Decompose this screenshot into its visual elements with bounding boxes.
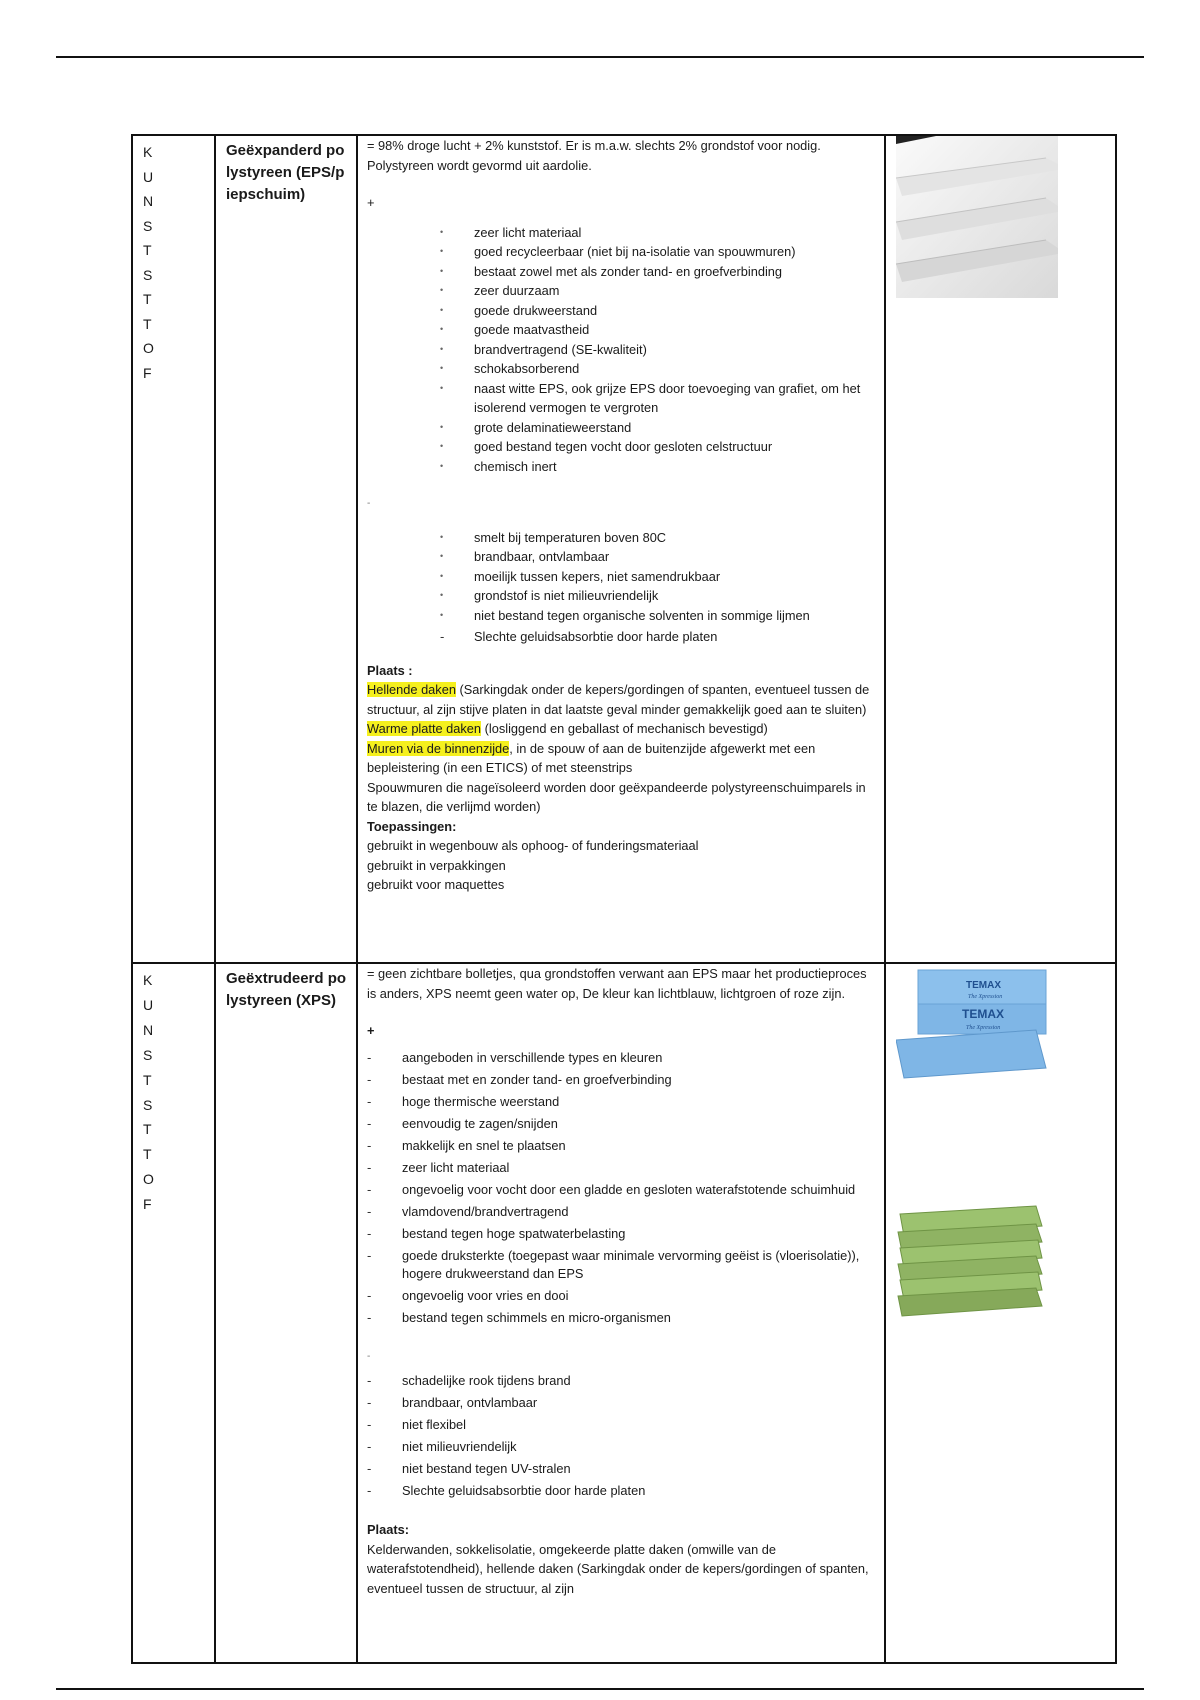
image-cell bbox=[885, 135, 1116, 963]
eps-boards-image bbox=[896, 136, 1058, 298]
highlight: Warme platte daken bbox=[367, 721, 482, 736]
material-name-cell bbox=[215, 963, 357, 1663]
highlight: Muren via de binnenzijde bbox=[367, 740, 510, 756]
footer-rule bbox=[56, 1688, 1144, 1690]
intro-text: = 98% droge lucht + 2% kunststof. Er is m.a.w. slechts 2% grondstof voor nodig. Polystyreen wordt gevormd uit aardolie. bbox=[367, 138, 821, 173]
material-name: Geëxpanderd polystyreen (EPS/piepschuim) bbox=[226, 142, 345, 203]
list-item: - hoge thermische weerstand bbox=[402, 1091, 876, 1113]
list-item: - aangeboden in verschillende types en kleuren bbox=[402, 1047, 876, 1069]
list-item: • niet bestand tegen organische solventen in sommige lijmen bbox=[474, 606, 876, 626]
list-item: - brandbaar, ontvlambaar bbox=[402, 1392, 876, 1414]
list-item: - schadelijke rook tijdens brand bbox=[402, 1370, 876, 1392]
list-item: - bestaat met en zonder tand- en groefverbinding bbox=[402, 1069, 876, 1091]
brand-sublabel: The Xpression bbox=[966, 1025, 1001, 1031]
category-cell bbox=[132, 135, 215, 963]
disadvantages-sign: - bbox=[367, 498, 371, 509]
xps-green-boards-image bbox=[896, 1192, 1046, 1318]
list-item: - ongevoelig voor vries en dooi bbox=[402, 1285, 876, 1307]
list-item: - Slechte geluidsabsorbtie door harde platen bbox=[402, 1480, 876, 1502]
category-letters: K U N S T S T T O F bbox=[143, 144, 154, 381]
list-item: • bestaat zowel met als zonder tand- en groefverbinding bbox=[474, 262, 876, 282]
list-item: • smelt bij temperaturen boven 80C bbox=[474, 528, 876, 548]
category-cell bbox=[132, 963, 215, 1663]
header-rule bbox=[56, 56, 1144, 58]
intro-text: = geen zichtbare bolletjes, qua grondstoffen verwant aan EPS maar het productieproces is anders, XPS neemt geen water op, De kleur kan lichtblauw, lichtgroen of roze zijn. bbox=[367, 966, 867, 1001]
list-item: • zeer licht materiaal bbox=[474, 223, 876, 243]
list-item: • grote delaminatieweerstand bbox=[474, 418, 876, 438]
place-text: Spouwmuren die nageïsoleerd worden door geëxpandeerde polystyreenschuimparels in te blazen, die verlijmd worden) bbox=[367, 779, 866, 814]
list-item: • goed recycleerbaar (niet bij na-isolatie van spouwmuren) bbox=[474, 242, 876, 262]
list-item: - Slechte geluidsabsorbtie door harde platen bbox=[474, 627, 876, 647]
disadvantages-sign: - bbox=[367, 1350, 371, 1362]
brand-label: TEMAX bbox=[966, 980, 1001, 991]
list-item: - niet bestand tegen UV-stralen bbox=[402, 1458, 876, 1480]
list-item: - bestand tegen hoge spatwaterbelasting bbox=[402, 1223, 876, 1245]
description-cell bbox=[357, 963, 885, 1663]
disadvantages-list bbox=[367, 528, 876, 647]
list-item: • moeilijk tussen kepers, niet samendrukbaar bbox=[474, 567, 876, 587]
application-item: gebruikt in verpakkingen bbox=[367, 857, 506, 873]
advantages-list bbox=[367, 223, 876, 477]
place-heading: Plaats : bbox=[367, 662, 413, 678]
list-item: - goede druksterkte (toegepast waar minimale vervorming geëist is (vloerisolatie)), hogere drukweerstand dan EPS bbox=[402, 1245, 876, 1285]
material-name: Geëxtrudeerd polystyreen (XPS) bbox=[226, 970, 347, 1009]
insulation-table bbox=[131, 134, 1117, 1664]
place-text: Kelderwanden, sokkelisolatie, omgekeerde platte daken (omwille van de waterafstotendheid), hellende daken (Sarkingdak onder de kepers/gordingen of spanten, eventueel tussen de structuur, al zijn bbox=[367, 1541, 869, 1596]
description-cell bbox=[357, 135, 885, 963]
list-item: - eenvoudig te zagen/snijden bbox=[402, 1113, 876, 1135]
list-item: • goede drukweerstand bbox=[474, 301, 876, 321]
brand-label: TEMAX bbox=[962, 1007, 1004, 1021]
advantages-sign: + bbox=[367, 195, 375, 210]
list-item: - zeer licht materiaal bbox=[402, 1157, 876, 1179]
category-letters: K U N S T S T T O F bbox=[143, 972, 154, 1213]
table-row bbox=[132, 135, 1116, 963]
material-name-cell bbox=[215, 135, 357, 963]
place-text: Hellende daken (Sarkingdak onder de kepers/gordingen of spanten, eventueel tussen de structuur, al zijn stijve platen in dat laatste geval minder gemakkelijk goed aan te sluiten) bbox=[367, 682, 870, 717]
list-item: • brandvertragend (SE-kwaliteit) bbox=[474, 340, 876, 360]
image-cell bbox=[885, 963, 1116, 1663]
application-item: gebruikt voor maquettes bbox=[367, 877, 505, 892]
table-row bbox=[132, 963, 1116, 1663]
list-item: • goed bestand tegen vocht door gesloten celstructuur bbox=[474, 437, 876, 457]
list-item: - bestand tegen schimmels en micro-organismen bbox=[402, 1307, 876, 1329]
list-item: • grondstof is niet milieuvriendelijk bbox=[474, 586, 876, 606]
application-item: gebruikt in wegenbouw als ophoog- of funderingsmateriaal bbox=[367, 838, 699, 853]
place-text: Warme platte daken (losliggend en geballast of mechanisch bevestigd) bbox=[367, 721, 768, 736]
list-item: • schokabsorberend bbox=[474, 359, 876, 379]
list-item: • zeer duurzaam bbox=[474, 281, 876, 301]
list-item: - ongevoelig voor vocht door een gladde en gesloten waterafstotende schuimhuid bbox=[402, 1179, 876, 1201]
list-item: • goede maatvastheid bbox=[474, 320, 876, 340]
advantages-list bbox=[367, 1047, 876, 1329]
brand-sublabel: The Xpression bbox=[968, 994, 1003, 1000]
place-text: Muren via de binnenzijde, in de spouw of aan de buitenzijde afgewerkt met een bepleistering (in een ETICS) of met steenstrips bbox=[367, 740, 816, 775]
disadvantages-list bbox=[367, 1370, 876, 1502]
list-item: • chemisch inert bbox=[474, 457, 876, 477]
list-item: - niet milieuvriendelijk bbox=[402, 1436, 876, 1458]
applications-heading: Toepassingen: bbox=[367, 818, 457, 834]
place-heading: Plaats: bbox=[367, 1522, 409, 1537]
highlight: Hellende daken bbox=[367, 682, 456, 697]
list-item: • brandbaar, ontvlambaar bbox=[474, 547, 876, 567]
list-item: - makkelijk en snel te plaatsen bbox=[402, 1135, 876, 1157]
list-item: - vlamdovend/brandvertragend bbox=[402, 1201, 876, 1223]
advantages-sign: + bbox=[367, 1023, 375, 1038]
xps-blue-boards-image bbox=[896, 964, 1056, 1089]
list-item: - niet flexibel bbox=[402, 1414, 876, 1436]
list-item: • naast witte EPS, ook grijze EPS door toevoeging van grafiet, om het isolerend vermogen te vergroten bbox=[474, 379, 876, 418]
